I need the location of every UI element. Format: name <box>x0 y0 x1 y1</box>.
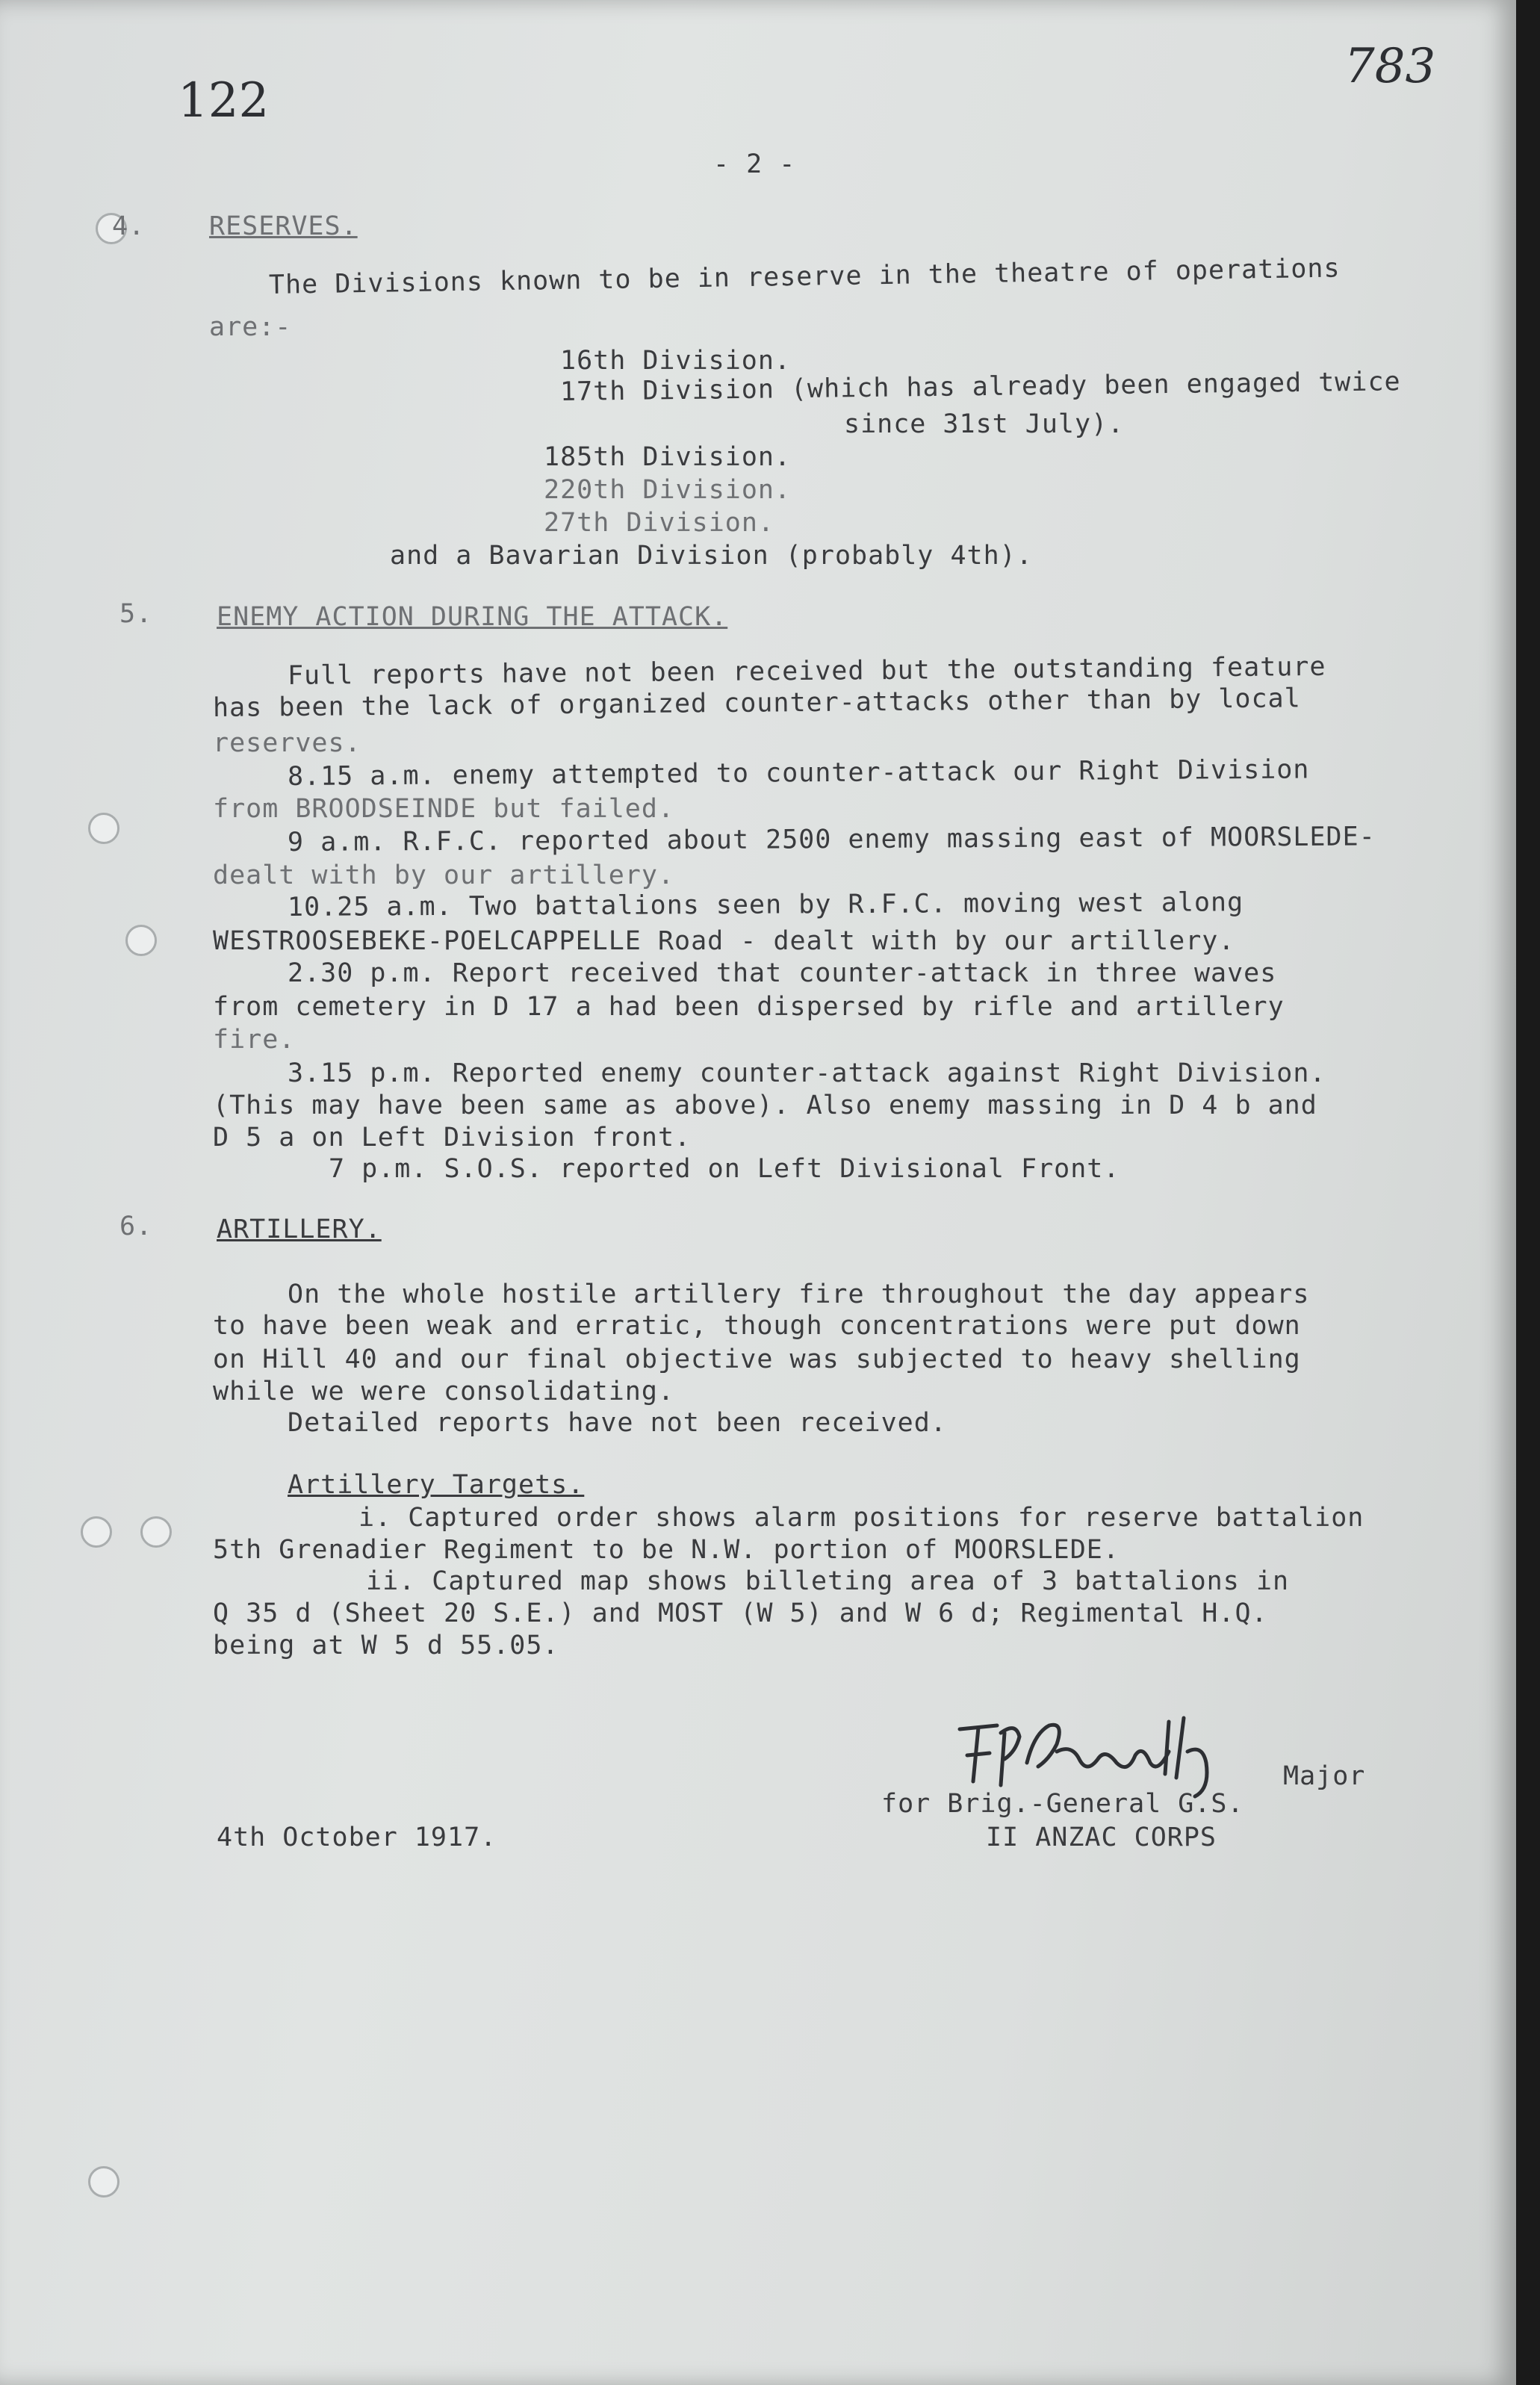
section-number: 6. <box>119 1212 153 1241</box>
folio-number: 122 <box>178 73 270 128</box>
paragraph-line: on Hill 40 and our final objective was subjected to heavy shelling <box>213 1345 1301 1374</box>
page-number: 783 <box>1344 39 1436 94</box>
paragraph-line: (This may have been same as above). Also enemy massing in D 4 b and <box>213 1091 1317 1120</box>
paragraph-line: and a Bavarian Division (probably 4th). <box>390 541 1033 571</box>
division-item: 16th Division. <box>560 346 792 376</box>
paragraph-line: to have been weak and erratic, though concentrations were put down <box>213 1311 1301 1341</box>
paragraph-line: 8.15 a.m. enemy attempted to counter-attack our Right Division <box>287 754 1310 792</box>
punch-hole <box>125 925 157 956</box>
division-item: 185th Division. <box>544 442 792 472</box>
paragraph-line: 9 a.m. R.F.C. reported about 2500 enemy massing east of MOORSLEDE- <box>287 822 1376 857</box>
punch-hole <box>88 813 119 844</box>
punch-hole <box>88 2166 119 2198</box>
paragraph-line: The Divisions known to be in reserve in the theatre of operations <box>268 253 1341 300</box>
sheet-marker: - 2 - <box>713 149 796 179</box>
paragraph-line: 10.25 a.m. Two battalions seen by R.F.C. moving west along <box>287 887 1244 922</box>
subheading: Artillery Targets. <box>288 1470 585 1500</box>
paragraph-line: D 5 a on Left Division front. <box>213 1123 692 1153</box>
target-item: ii. Captured map shows billeting area of 3 battalions in <box>366 1566 1290 1596</box>
paragraph-line: 2.30 p.m. Report received that counter-attack in three waves <box>288 958 1277 988</box>
paragraph-line: while we were consolidating. <box>213 1377 675 1407</box>
paragraph-line: 7 p.m. S.O.S. reported on Left Divisional Front. <box>329 1154 1120 1184</box>
paragraph-line: 3.15 p.m. Reported enemy counter-attack against Right Division. <box>288 1058 1326 1088</box>
target-item: being at W 5 d 55.05. <box>213 1631 559 1660</box>
paragraph-line: WESTROOSEBEKE-POELCAPPELLE Road - dealt with by our artillery. <box>213 926 1235 956</box>
section-number: 4. <box>112 211 146 241</box>
paragraph-line: Full reports have not been received but the outstanding feature <box>287 651 1326 691</box>
paragraph-line: reserves. <box>213 728 361 758</box>
section-number: 5. <box>119 599 153 629</box>
target-item: Q 35 d (Sheet 20 S.E.) and MOST (W 5) and W 6 d; Regimental H.Q. <box>213 1598 1268 1628</box>
signature-image <box>945 1692 1273 1804</box>
target-item: 5th Grenadier Regiment to be N.W. portion of MOORSLEDE. <box>213 1535 1120 1565</box>
paragraph-line: from BROODSEINDE but failed. <box>213 794 675 824</box>
paragraph-line: On the whole hostile artillery fire throughout the day appears <box>288 1280 1310 1309</box>
paragraph-line: has been the lack of organized counter-attacks other than by local <box>212 683 1301 723</box>
section-heading: ENEMY ACTION DURING THE ATTACK. <box>217 602 728 632</box>
paragraph-line: Detailed reports have not been received. <box>288 1408 947 1438</box>
for-line: for Brig.-General G.S. <box>881 1789 1244 1819</box>
section-heading: RESERVES. <box>209 211 358 241</box>
division-item: 220th Division. <box>544 475 792 505</box>
punch-hole <box>81 1516 112 1548</box>
division-item: 17th Division (which has already been engaged twice <box>559 367 1401 407</box>
target-item: i. Captured order shows alarm positions for reserve battalion <box>358 1503 1364 1533</box>
paragraph-line: are:- <box>209 312 292 342</box>
paragraph-line: from cemetery in D 17 a had been dispersed by rifle and artillery <box>213 992 1285 1022</box>
division-item: since 31st July). <box>844 409 1125 439</box>
date: 4th October 1917. <box>217 1823 497 1852</box>
rank: Major <box>1283 1761 1366 1791</box>
paragraph-line: fire. <box>213 1025 296 1055</box>
punch-hole <box>140 1516 172 1548</box>
paragraph-line: dealt with by our artillery. <box>213 860 675 890</box>
division-item: 27th Division. <box>544 508 775 538</box>
corps: II ANZAC CORPS <box>986 1823 1217 1852</box>
section-heading: ARTILLERY. <box>217 1215 382 1244</box>
